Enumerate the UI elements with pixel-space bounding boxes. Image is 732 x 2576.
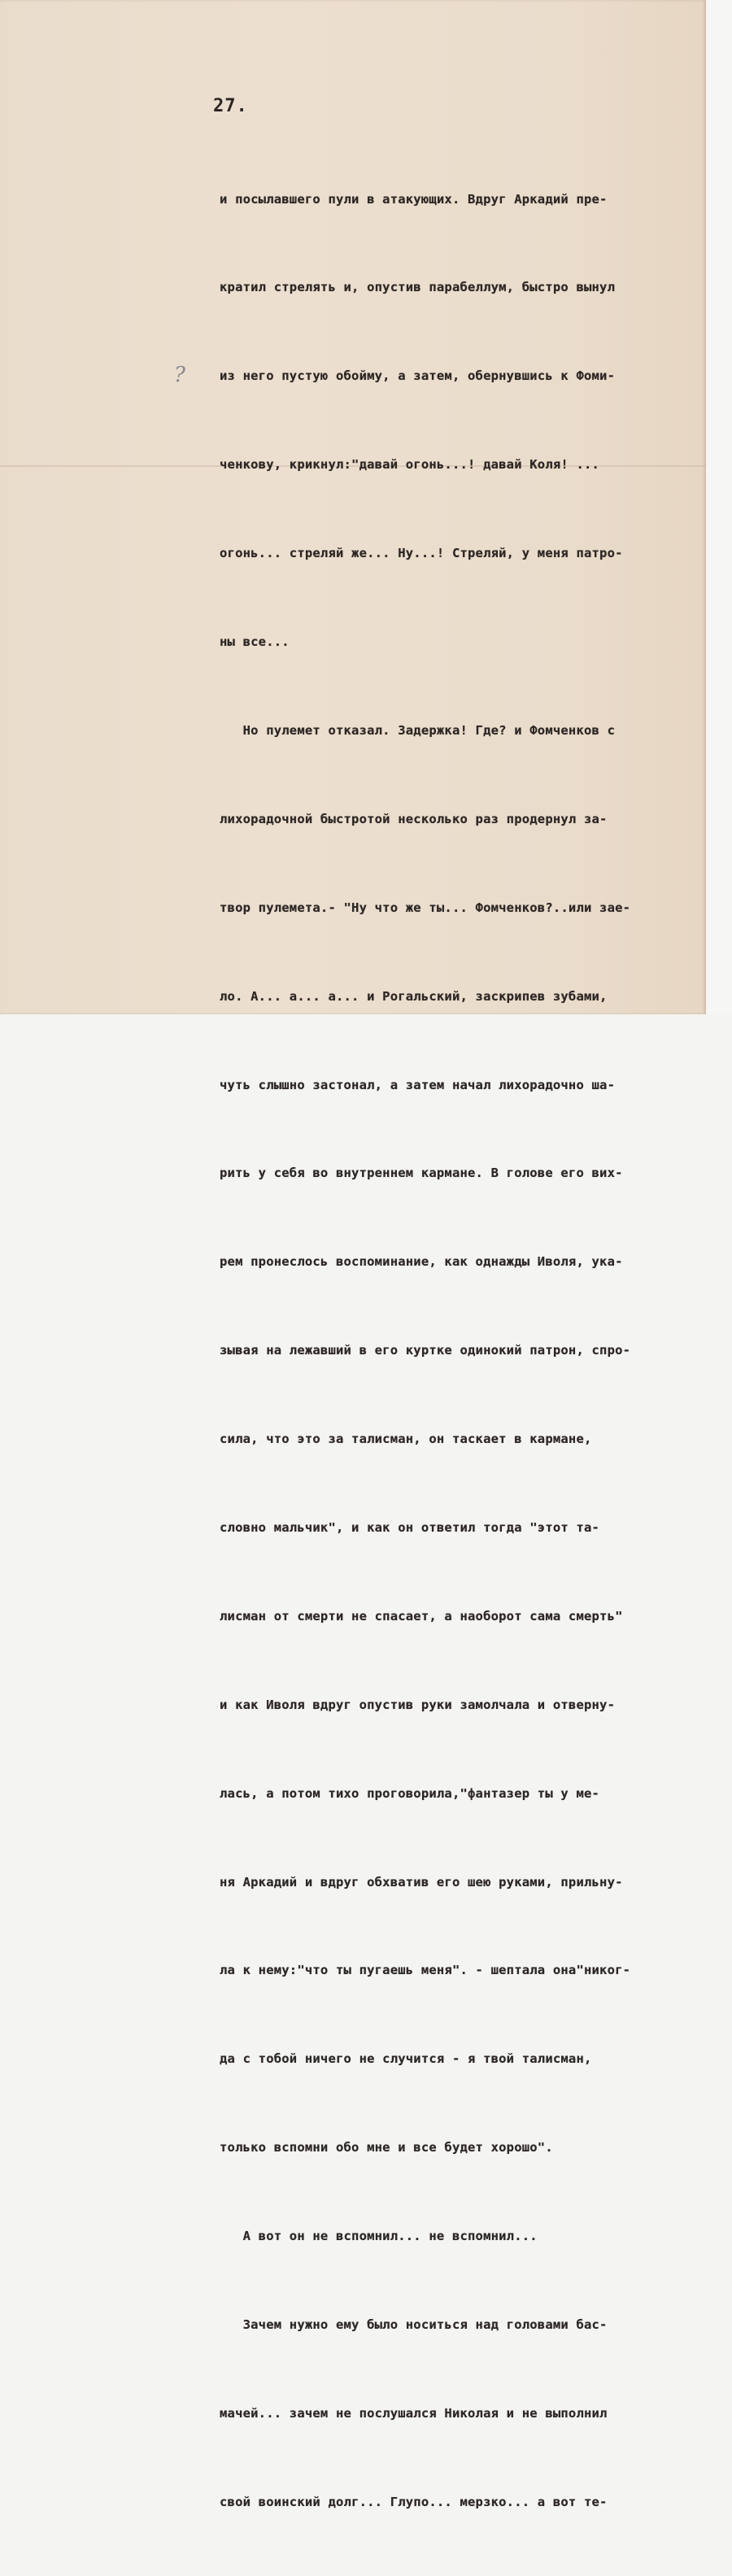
text-line: мачей... зачем не послушался Николая и не выполнил (220, 2405, 608, 2421)
text-line: из него пустую обойму, а затем, обернувшись к Фоми- (220, 368, 616, 384)
text-line: и посылавшего пули в атакующих. Вдруг Аркадий пре- (220, 191, 608, 207)
text-line: словно мальчик", и как он ответил тогда "этот та- (220, 1519, 600, 1535)
text-line: и как Иволя вдруг опустив руки замолчала и отверну- (220, 1697, 616, 1712)
text-line: Но пулемет отказал. Задержка! Где? и Фомченков с (220, 722, 616, 738)
text-line: А вот он не вспомнил... не вспомнил... (220, 2229, 538, 2244)
scan-background-strip (706, 0, 732, 1014)
text-line: ченкову, крикнул:"давай огонь...! давай Коля! ... (220, 457, 600, 473)
text-line: рить у себя во внутреннем кармане. В голове его вих- (220, 1166, 623, 1181)
text-line: да с тобой ничего не случится - я твой талисман, (220, 2051, 592, 2067)
text-line: ло. А... а... а... и Рогальский, заскрипев зубами, (220, 988, 608, 1004)
text-line: Зачем нужно ему было носиться над головами бас- (220, 2317, 608, 2332)
page-number: 27. (213, 96, 248, 116)
text-line: чуть слышно застонал, а затем начал лихорадочно ша- (220, 1077, 616, 1092)
text-line: твор пулемета.- "Ну что же ты... Фомченков?..или зае- (220, 900, 631, 915)
pencil-margin-mark: ? (174, 363, 185, 387)
text-line: лисман от смерти не спасает, а наоборот сама смерть" (220, 1608, 623, 1624)
text-line: сила, что это за талисман, он таскает в кармане, (220, 1432, 592, 1447)
text-line: ла к нему:"что ты пугаешь меня". - шептала она"никог- (220, 1963, 631, 1978)
text-line: ны все... (220, 634, 290, 650)
text-line: лихорадочной быстротой несколько раз продернул за- (220, 811, 608, 826)
text-line: огонь... стреляй же... Ну...! Стреляй, у меня патро- (220, 546, 623, 561)
typewritten-text (220, 125, 691, 2576)
text-line: рем пронеслось воспоминание, как однажды Иволя, ука- (220, 1254, 623, 1270)
text-line: свой воинский долг... Глупо... мерзко... а вот те- (220, 2494, 608, 2509)
text-line: кратил стрелять и, опустив парабеллум, быстро вынул (220, 280, 616, 295)
text-line: ня Аркадий и вдруг обхватив его шею руками, прильну- (220, 1874, 623, 1890)
text-line: только вспомни обо мне и все будет хорошо". (220, 2140, 553, 2155)
text-line: зывая на лежавший в его куртке одинокий патрон, спро- (220, 1343, 631, 1358)
text-line: лась, а потом тихо проговорила,"фантазер ты у ме- (220, 1785, 600, 1801)
